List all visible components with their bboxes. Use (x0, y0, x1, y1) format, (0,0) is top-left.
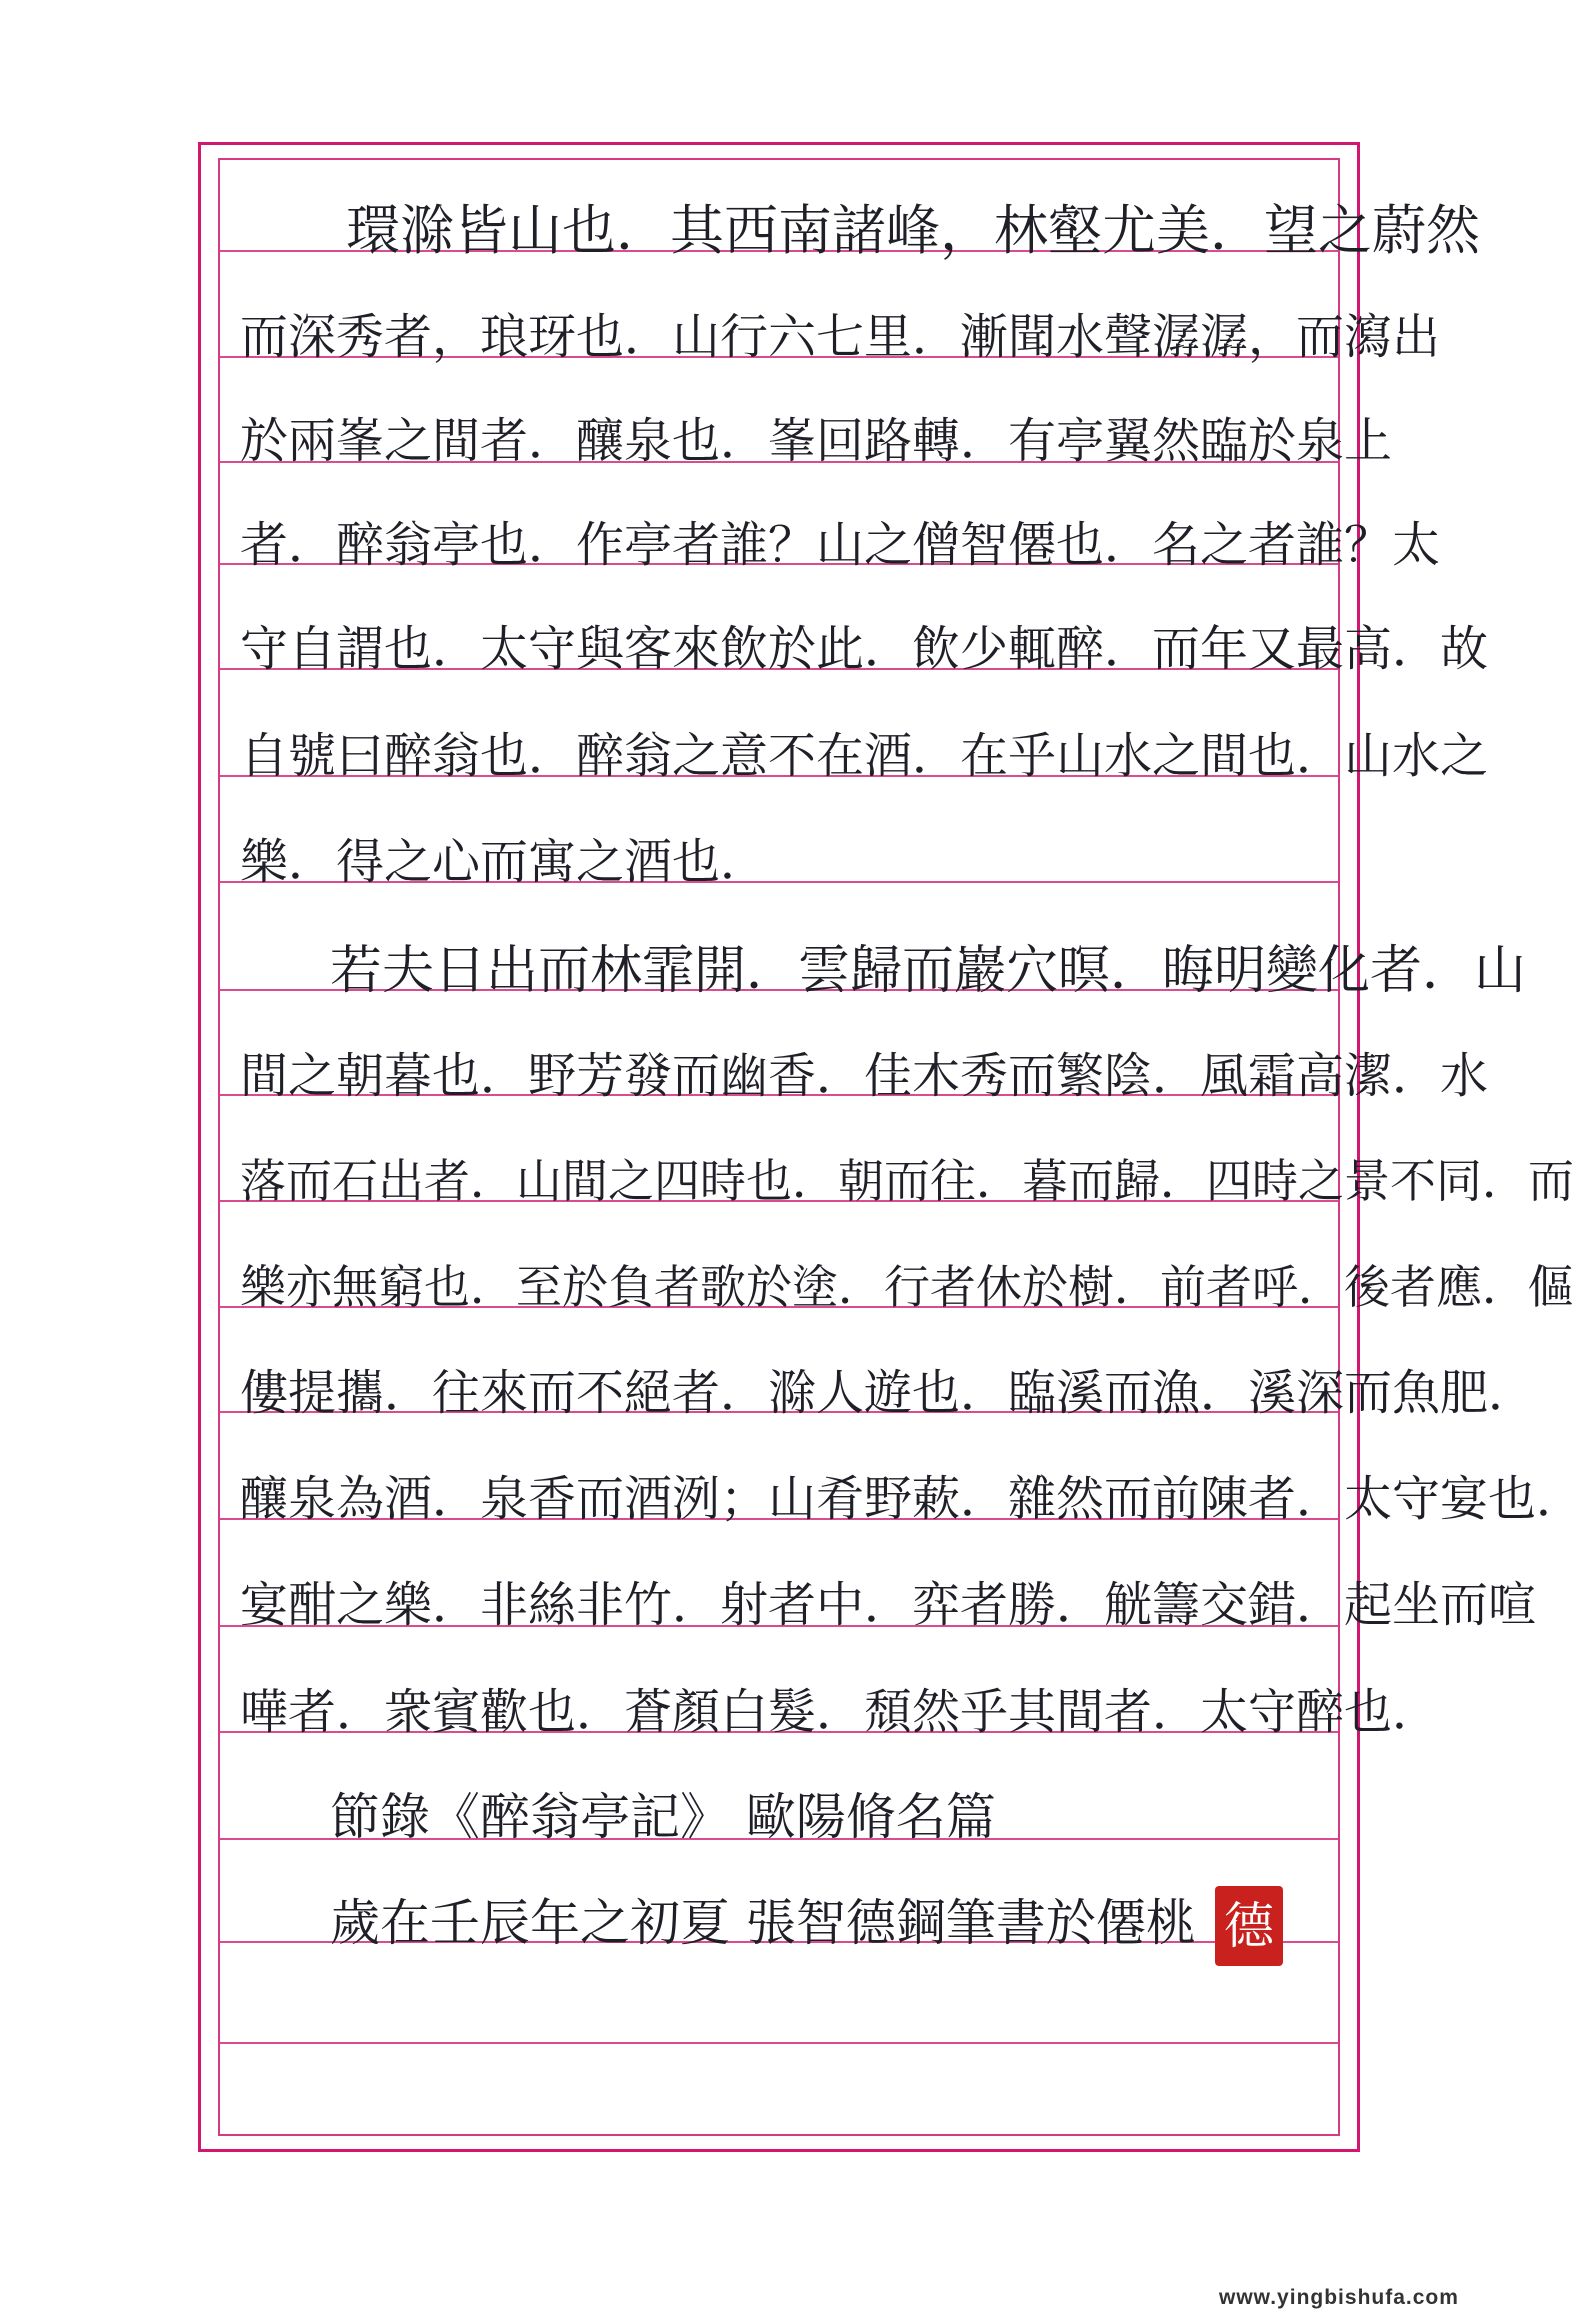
text-line: 樂亦無窮也．至於負者歌於塗．行者休於樹．前者呼．後者應．傴 (240, 1260, 1574, 1314)
text-line: 宴酣之樂．非絲非竹．射者中．弈者勝．觥籌交錯．起坐而喧 (240, 1577, 1537, 1633)
text-line: 者．醉翁亭也．作亭者誰？山之僧智僊也．名之者誰？太 (240, 517, 1441, 573)
text-line: 樂．得之心而寓之酒也． (240, 834, 769, 890)
text-line: 環滁皆山也．其西南諸峰，林壑尤美．望之蔚然 (346, 199, 1480, 262)
ruled-line (220, 2042, 1338, 2044)
colophon-line: 歲在壬辰年之初夏 張智德鋼筆書於僊桃 (330, 1894, 1196, 1952)
attribution-line: 節錄《醉翁亭記》 歐陽脩名篇 (330, 1788, 996, 1846)
website-watermark: www.yingbishufa.com (1219, 2286, 1459, 2309)
text-line: 而深秀者，琅玡也．山行六七里．漸聞水聲潺潺，而瀉出 (240, 309, 1441, 365)
text-line: 於兩峯之間者．釀泉也．峯回路轉．有亭翼然臨於泉上 (240, 413, 1393, 469)
text-line: 僂提攜．往來而不絕者．滁人遊也．臨溪而漁．溪深而魚肥． (240, 1365, 1537, 1421)
text-line: 間之朝暮也．野芳發而幽香．佳木秀而繁陰．風霜高潔．水 (240, 1048, 1489, 1104)
text-line: 釀泉為酒．泉香而酒洌；山肴野蔌．雜然而前陳者．太守宴也． (240, 1471, 1584, 1527)
text-line: 落而石出者．山間之四時也．朝而往．暮而歸．四時之景不同．而 (240, 1154, 1574, 1208)
red-seal-stamp: 德 (1215, 1886, 1283, 1966)
text-line: 自號曰醉翁也．醉翁之意不在酒．在乎山水之間也．山水之 (240, 728, 1489, 784)
text-line: 嘩者．衆賓歡也．蒼顏白髮．頹然乎其間者．太守醉也． (240, 1684, 1441, 1740)
text-line: 若夫日出而林霏開．雲歸而巖穴暝．晦明變化者．山 (330, 941, 1527, 1001)
text-line: 守自謂也．太守與客來飲於此．飲少輒醉．而年又最高．故 (240, 621, 1489, 677)
